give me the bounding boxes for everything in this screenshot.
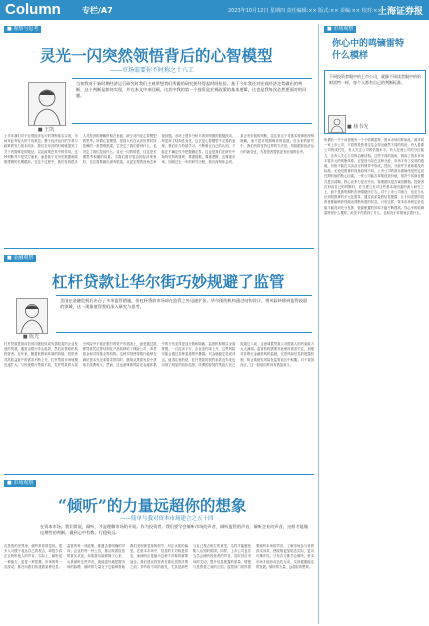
article1-author-photo	[28, 82, 66, 126]
sidebar-title-line1: 你心中的鸣镝雷特	[332, 39, 405, 49]
article3-lead-text: 在资本市场，我们常说，倾听，才是理解市场的开始。作为投资者，我们要学会倾听市场的声音，倾听监管的声音，倾听企业的声音，这样才能做出理性的判断，做到心中有数，行稳致远。	[40, 524, 309, 535]
article1-section-tag: ■ 观察与思考	[4, 26, 41, 33]
article1-lead-text: 当初我对于新时期经济运行研究时我们主观所想我们所做的研究要经得起时间检验。基于今年我还对宏观经济走势做出的判断，这个判断是如何实现，并在本文中来回顾。这其中我的第一个视角是宏观政策的基本逻辑，这也是我每次必然要面对的问题。	[76, 81, 307, 98]
sidebar-author: ■ 杨书光	[347, 124, 369, 130]
portrait-illustration	[29, 83, 65, 125]
sidebar-abstract-text: 不同投资者眼中的上市公司，就像不同读者眼中的哈姆雷特一样，每个人都有自己的判断标准。	[329, 74, 421, 85]
article2-lead-box	[56, 295, 312, 333]
column-wordmark: Column	[5, 1, 61, 18]
article1-body: 上半年我们对于宏观经济运行的判断基本实现，市场对此有较大的不同意见。整个经济运行的节奏与政策的发力基本同步，我们在年初的时候就提到了关于内需修复的路径，以及政策在其中的作用。这种判断并不是凭空而来，而是基于对历史数据和政策逻辑的长期跟踪。在这个过程中，我们发现很多人对经济的理解停留在表面，缺少对内在心智模型的思考。所谓心智模型，是指人们在认识世界时所依赖的一套思维框架，它决定了我们看到什么，也决定了我们忽视什么。灵光一闪的顿悟，往往是长期思考积累的结果。当我们面对复杂的经济现象时，往往需要跳出固有框架，从更宏观的视角去审视问题。市场上很多分析只看到短期的数据波动，却忽视了结构性变化，这正是心智模型不完善的表现。我们应当持续学习，不断修正自己的认知，才能在不确定性中把握确定性。这也是我们在研究中始终坚持的原则：尊重数据，尊重逻辑，也尊重市场。回顾过去一年的研究历程，我们深刻体会到，真正有价值的判断，往往来自于对基本规律的深刻理解，而不是对短期噪音的追逐。在未来的研究中，我们仍将坚持这样的方法论，持续跟踪经济运行的新变化，为投资者提供更有价值的参考。	[4, 134, 314, 165]
article2-body: 杠杆贷款是指向信用评级较低或负债较高的企业发放的贷款，通常由银行牵头组织，然后出售给机构投资者。近年来，随着低利率环境的持续，投资者对高收益资产的需求不断上升，杠杆贷款市场规模迅速扩大。与传统银行贷款不同，杠杆贷款的大部分风险并不留在银行的资产负债表上，而是通过抵押贷款凭证等结构化产品转移给了保险公司、养老基金和共同基金等机构。这种安排使得银行能够在满足资本充足率要求的同时，继续从贷款发放中获取手续费收入。然而，这也意味着风险在金融体系中的分布变得更加分散和隐蔽，监管机构难以全面掌握。一旦经济下行，企业违约率上升，这些风险可能会通过各种渠道集中暴露，对金融稳定造成冲击。值得注意的是，杠杆贷款的契约条款近年来也出现了明显的放松趋势，所谓的轻契约贷款占比已经超过八成，这意味着贷款人对借款人的约束能力大大减弱。监管机构需要对此保持高度关注，加强对非银行金融机构的监测，完善风险信息的披露机制，防止系统性风险在监管盲区中积累。对于我国而言，这一经验同样具有借鉴意义。	[4, 342, 314, 367]
article1-lead-box	[72, 78, 312, 124]
sidebar-author-photo	[328, 115, 346, 133]
article3-subhead: ——简单与我对资本市场建言之五十四	[120, 516, 214, 522]
portrait-illustration	[329, 116, 345, 132]
date-line: 2023年10月12日 星期四 责任编辑:×× 版式:×× 美编:×× 校对:××	[228, 8, 382, 14]
paper-name: 上海证券报	[377, 7, 423, 17]
sidebar-title-line2: 什么模样	[332, 51, 369, 61]
sidebar-divider	[318, 24, 319, 624]
section-label: 专栏/A7	[82, 6, 113, 15]
article-divider	[4, 474, 314, 475]
article2-section-tag: ■ 金融观察	[4, 255, 36, 262]
article-divider	[4, 248, 314, 249]
masthead-bar	[0, 0, 429, 20]
sidebar-abstract-box	[324, 70, 426, 134]
article3-body: 在投资的世界里，倾听常常被忽视。很多人习惯于表达自己的观点，却很少真正去聆听他人的声音。实际上，倾听是一种能力，更是一种智慧。市场的每一次波动，都在向我们传递着某种信息；监管的每一项政策，都蕴含着明确的导向；企业的每一份公告，都反映着经营的真实状况。如果我们能够静下心来，认真倾听这些声音，就能更好地把握市场的脉搏。倾听的力量在于它能够帮助我们发现被忽视的细节，纠正认知的偏差。在资本市场中，信息的不对称是常态，而倾听正是缩小这种不对称的重要途径。我们建议投资者在做出投资决策之前，多听取不同的意见，尤其是那些与自己观点相左的意见，这样才能避免陷入认知的陷阱。同样，上市公司也应当学会倾听投资者的声音，及时回应市场的关切，提升信息披露的质量，增强与投资者之间的互信。监管部门同样需要倾听市场的声音，了解市场参与者的真实诉求，使政策更加贴近实际，更具可操作性。只有各方都学会倾听，资本市场才能形成良性互动，实现健康稳定的发展。倾听的力量，远超你的想象。	[4, 544, 314, 569]
portrait-illustration	[17, 299, 47, 333]
article2-author: ■ 陈光	[22, 334, 40, 340]
article2-author-photo	[16, 298, 48, 334]
article2-lead-text: 美国在金融危机后出台了多项监管措施，但杠杆贷款市场却在监管之外迅速扩张。华尔街的机构通过结构设计，将风险转移到监管较弱的领域，这一现象值得我们深入研究与思考。	[60, 298, 308, 309]
article1-headline: 灵光一闪突然领悟背后的心智模型	[40, 46, 273, 65]
article1-author: ■ 王凯	[37, 127, 55, 133]
sidebar-section-tag: ■ 市场观察	[324, 26, 356, 33]
article1-subhead: ——市场需要你不时称之十八工	[110, 67, 195, 74]
article3-section-tag: ■ 市场观察	[4, 480, 36, 487]
article2-headline: 杠杆贷款让华尔街巧妙规避了监管	[52, 272, 285, 291]
sidebar-body: 所谓有一千个读者就有一千个哈姆雷特，资本市场同样如此。面对同一家上市公司，不同的投资者往往会得出截然不同的结论。有人看重公司的成长性，有人关注公司的估值水平，有人在意公司的分红能力，还有人关心公司的治理结构。这些不同的视角，构成了资本市场丰富多元的判断体系。正是因为存在这种分歧，市场才有了交易的基础，价格才能在买卖双方的博弈中形成。然而，分歧并不意味着没有标准。无论投资者的视角如何不同，上市公司的基本面始终是决定其长期价值的核心因素。一家公司能否持续创造价值，取决于其商业模式是否清晰、核心竞争力是否突出、管理团队是否诚信勤勉。投资者在形成自己的判断时，应当建立在对这些基本面因素的深入研究之上，而不是被短期的市场情绪所左右。对于上市公司而言，也应当认识到投资者的多元化需求，通过高质量的信息披露，让不同类型的投资者都能够获得做出判断所需的信息。只有这样，资本市场的定价功能才能得到充分发挥，资源配置的效率才能不断提高。你心中的哈姆雷特是什么模样，取决于你看到了什么，也取决于你愿意去看什么。	[324, 138, 424, 215]
article3-headline: “倾听”的力量远超你的想象	[58, 496, 247, 515]
